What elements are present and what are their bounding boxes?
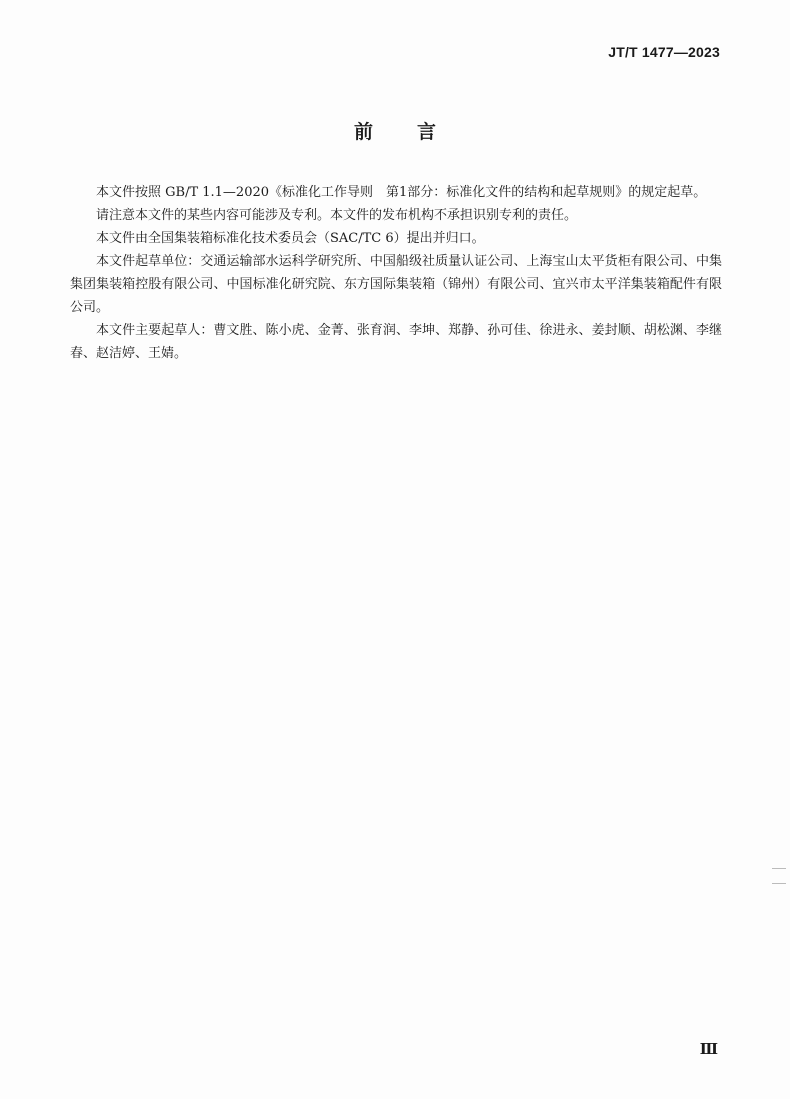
paragraph-drafting-rules: 本文件按照 GB/T 1.1—2020《标准化工作导则 第1部分：标准化文件的结构和起草规则》的规定起草。 — [96, 185, 707, 200]
foreword-body — [70, 181, 722, 365]
paragraph-patent-notice: 请注意本文件的某些内容可能涉及专利。本文件的发布机构不承担识别专利的责任。 — [96, 208, 578, 223]
scan-edge-mark — [772, 868, 786, 884]
title-char-2: 言 — [417, 121, 437, 143]
page-number: Ⅲ — [699, 1040, 718, 1058]
paragraph-proposer: 本文件由全国集装箱标准化技术委员会（SAC/TC 6）提出并归口。 — [96, 231, 485, 246]
standard-number: JT/T 1477—2023 — [608, 44, 720, 60]
page-title — [0, 117, 790, 144]
title-char-1: 前 — [353, 121, 373, 143]
paragraph-drafting-units: 本文件起草单位：交通运输部水运科学研究所、中国船级社质量认证公司、上海宝山太平货柜有限公司、中集集团集装箱控股有限公司、中国标准化研究院、东方国际集装箱（锦州）有限公司、宜兴市太平洋集装箱配件有限公司。 — [70, 254, 722, 315]
paragraph-drafters: 本文件主要起草人：曹文胜、陈小虎、金菁、张育润、李坤、郑静、孙可佳、徐进永、姜封顺、胡松渊、李继春、赵洁婷、王婧。 — [70, 323, 722, 361]
